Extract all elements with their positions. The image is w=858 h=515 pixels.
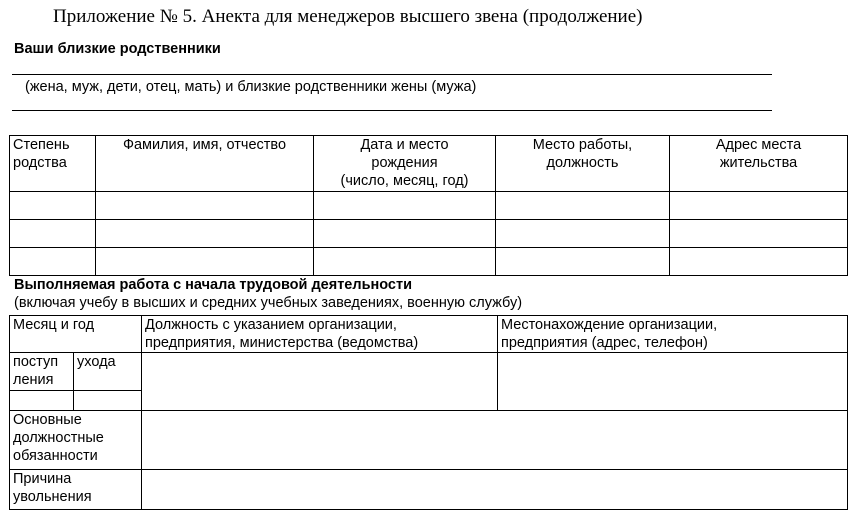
table-cell[interactable] <box>670 248 848 276</box>
page-title: Приложение № 5. Анекта для менеджеров высшего звена (продолжение) <box>53 6 643 27</box>
work-subheading: (включая учебу в высших и средних учебных заведениях, военную службу) <box>14 295 523 311</box>
duties-label: Основные должностные обязанности <box>10 411 142 470</box>
table-cell[interactable] <box>10 192 96 220</box>
reason-row <box>10 470 848 510</box>
header-entry-date: поступ ления <box>10 353 74 391</box>
reason-input-cell[interactable] <box>142 470 848 510</box>
header-full-name: Фамилия, имя, отчество <box>96 136 314 192</box>
reason-label: Причина увольнения <box>10 470 142 510</box>
relatives-header-row <box>10 136 848 192</box>
table-cell[interactable] <box>10 248 96 276</box>
header-month-year: Месяц и год <box>10 316 142 353</box>
table-cell[interactable] <box>96 192 314 220</box>
table-cell[interactable] <box>314 220 496 248</box>
header-degree-of-kinship: Степень родства <box>10 136 96 192</box>
table-cell[interactable] <box>496 220 670 248</box>
location-input-cell[interactable] <box>498 353 848 411</box>
table-cell[interactable] <box>670 192 848 220</box>
entry-date-input-cell[interactable] <box>10 391 74 411</box>
table-cell[interactable] <box>314 248 496 276</box>
relatives-input-line-1[interactable] <box>12 74 772 75</box>
relatives-heading: Ваши близкие родственники <box>14 41 221 57</box>
header-exit-date: ухода <box>74 353 142 391</box>
table-cell[interactable] <box>314 192 496 220</box>
work-header-row <box>10 316 848 353</box>
table-row <box>10 220 848 248</box>
work-heading: Выполняемая работа с начала трудовой деятельности <box>14 277 412 293</box>
header-residence-address: Адрес места жительства <box>670 136 848 192</box>
table-row <box>10 248 848 276</box>
header-location: Местонахождение организации, предприятия (адрес, телефон) <box>498 316 848 353</box>
table-cell[interactable] <box>670 220 848 248</box>
position-input-cell[interactable] <box>142 353 498 411</box>
duties-row <box>10 411 848 470</box>
header-position: Должность с указанием организации, предприятия, министерства (ведомства) <box>142 316 498 353</box>
header-workplace-position: Место работы, должность <box>496 136 670 192</box>
table-cell[interactable] <box>96 248 314 276</box>
work-history-table <box>9 315 848 510</box>
table-row <box>10 192 848 220</box>
date-subheader-row <box>10 353 848 391</box>
table-cell[interactable] <box>10 220 96 248</box>
exit-date-input-cell[interactable] <box>74 391 142 411</box>
table-cell[interactable] <box>496 248 670 276</box>
duties-input-cell[interactable] <box>142 411 848 470</box>
table-cell[interactable] <box>496 192 670 220</box>
relatives-input-line-2[interactable] <box>12 110 772 111</box>
header-birth-date-place: Дата и место рождения (число, месяц, год) <box>314 136 496 192</box>
relatives-table <box>9 135 848 276</box>
table-cell[interactable] <box>96 220 314 248</box>
relatives-note: (жена, муж, дети, отец, мать) и близкие родственники жены (мужа) <box>25 79 477 95</box>
